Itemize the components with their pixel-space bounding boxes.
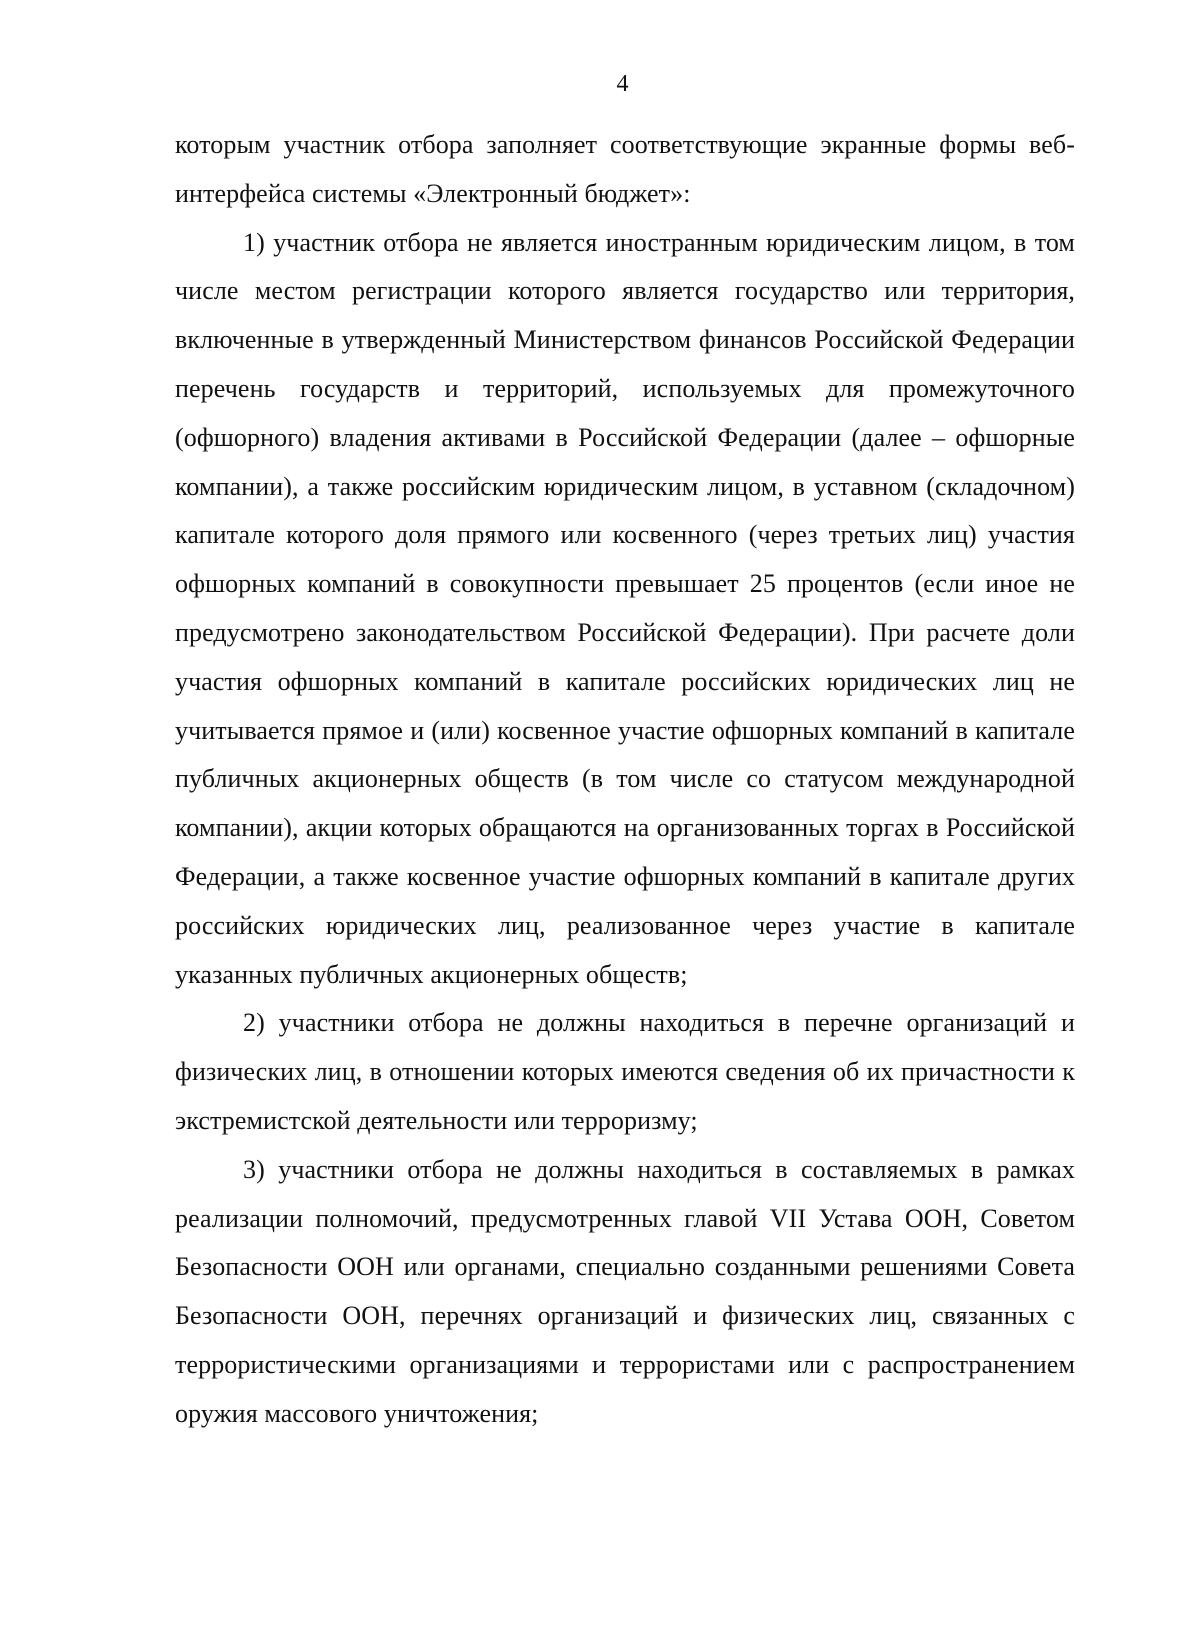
paragraph-item-2: 2) участники отбора не должны находиться в перечне организаций и физических лиц, в отношении которых имеются сведения об их причастности к экстремистской деятельности или терроризму; bbox=[175, 1008, 1075, 1135]
paragraph-intro: которым участник отбора заполняет соответствующие экранные формы веб-интерфейса системы «Электронный бюджет»: bbox=[175, 130, 1075, 208]
paragraph-item-3: 3) участники отбора не должны находиться в составляемых в рамках реализации полномочий, предусмотренных главой VII Устава ООН, Советом Безопасности ООН или органами, специально созданными решениями Совета Безопасности ООН, перечнях организаций и физических лиц, связанных с террористическими организациями и террористами или с распространением оружия массового уничтожения; bbox=[175, 1154, 1075, 1428]
document-content bbox=[175, 121, 1075, 1439]
page-number: 4 bbox=[616, 71, 629, 97]
paragraph-item-1: 1) участник отбора не является иностранным юридическим лицом, в том числе местом регистрации которого является государство или территория, включенные в утвержденный Министерством финансов Российской Федерации перечень государств и территорий, используемых для промежуточного (офшорного) владения активами в Российской Федерации (далее – офшорные компании), а также российским юридическим лицом, в уставном (складочном) капитале которого доля прямого или косвенного (через третьих лиц) участия офшорных компаний в совокупности превышает 25 процентов (если иное не предусмотрено законодательством Российской Федерации). При расчете доли участия офшорных компаний в капитале российских юридических лиц не учитывается прямое и (или) косвенное участие офшорных компаний в капитале публичных акционерных обществ (в том числе со статусом международной компании), акции которых обращаются на организованных торгах в Российской Федерации, а также косвенное участие офшорных компаний в капитале других российских юридических лиц, реализованное через участие в капитале указанных публичных акционерных обществ; bbox=[175, 227, 1075, 989]
